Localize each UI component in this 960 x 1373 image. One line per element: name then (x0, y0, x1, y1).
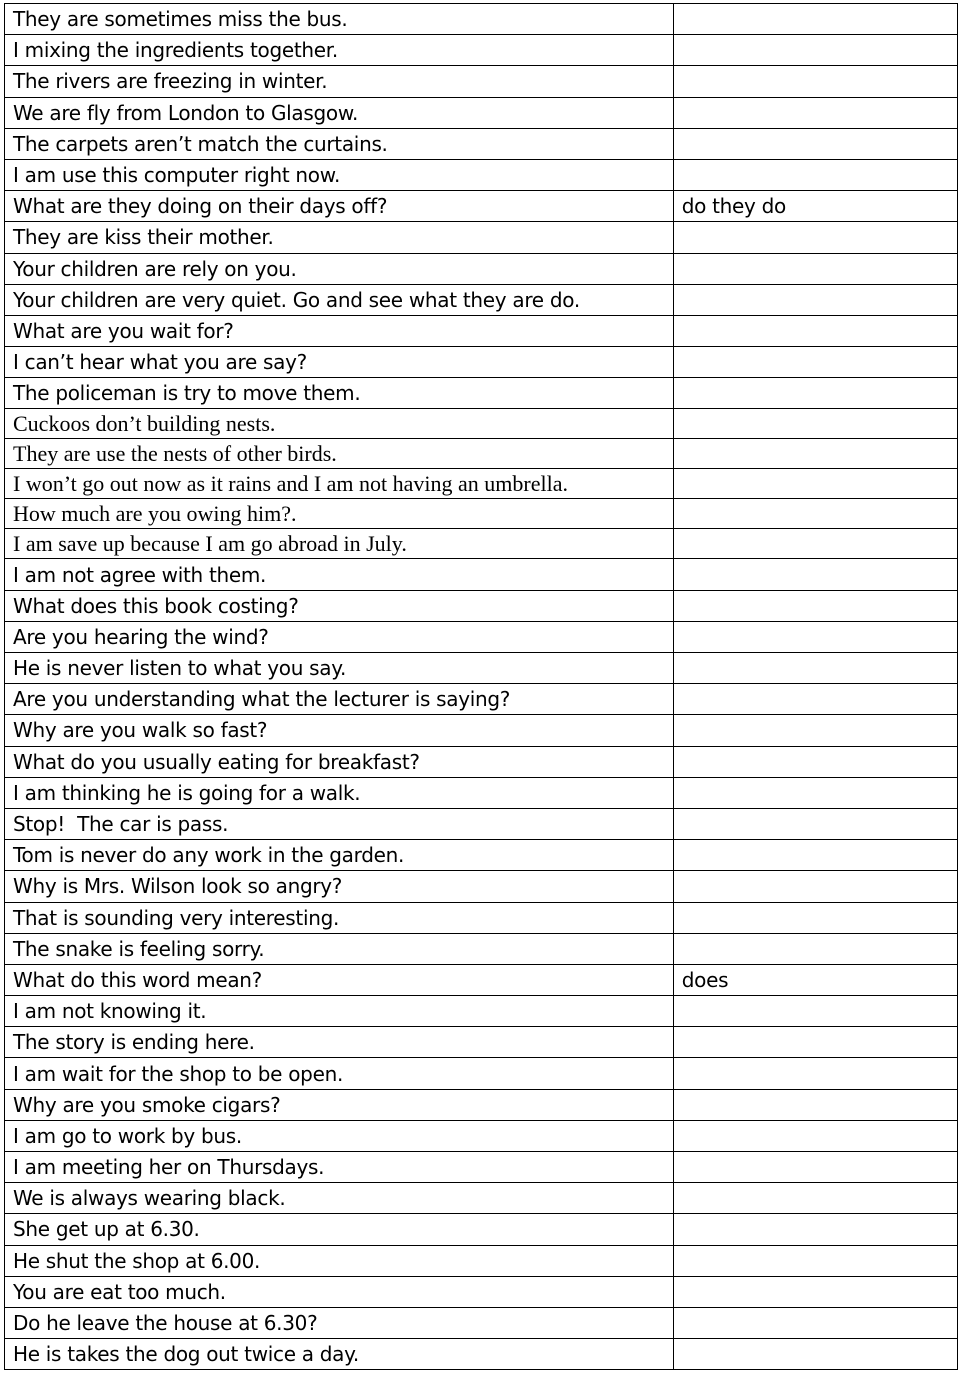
answer-cell[interactable] (673, 590, 957, 621)
table-row (5, 996, 958, 1027)
sentence-cell: Your children are very quiet. Go and see what they are do. (5, 284, 674, 315)
sentence-cell: What do this word mean? (5, 964, 674, 995)
table-row (5, 315, 958, 346)
sentence-cell: Stop! The car is pass. (5, 808, 674, 839)
answer-cell[interactable] (673, 529, 957, 559)
table-row (5, 1276, 958, 1307)
table-row (5, 621, 958, 652)
table-row (5, 1214, 958, 1245)
answer-cell[interactable] (673, 1027, 957, 1058)
table-row (5, 1339, 958, 1370)
table-row (5, 409, 958, 439)
answer-cell[interactable] (673, 1276, 957, 1307)
table-row (5, 808, 958, 839)
sentence-cell: I can’t hear what you are say? (5, 347, 674, 378)
answer-cell[interactable] (673, 808, 957, 839)
sentence-cell: The snake is feeling sorry. (5, 933, 674, 964)
table-row (5, 191, 958, 222)
answer-cell[interactable] (673, 559, 957, 590)
table-row (5, 378, 958, 409)
table-row (5, 1089, 958, 1120)
table-row (5, 128, 958, 159)
answer-cell[interactable] (673, 902, 957, 933)
answer-cell[interactable] (673, 499, 957, 529)
answer-cell[interactable] (673, 996, 957, 1027)
table-row (5, 159, 958, 190)
sentence-cell: Tom is never do any work in the garden. (5, 840, 674, 871)
answer-cell[interactable] (673, 1120, 957, 1151)
table-row (5, 347, 958, 378)
table-row (5, 284, 958, 315)
sentence-cell: Are you understanding what the lecturer is saying? (5, 684, 674, 715)
sentence-cell: How much are you owing him?. (5, 499, 674, 529)
table-row (5, 97, 958, 128)
answer-cell[interactable] (673, 66, 957, 97)
answer-cell[interactable] (673, 715, 957, 746)
table-row (5, 653, 958, 684)
table-row (5, 1307, 958, 1338)
sentence-cell: She get up at 6.30. (5, 1214, 674, 1245)
table-row (5, 222, 958, 253)
sentence-cell: The policeman is try to move them. (5, 378, 674, 409)
answer-cell[interactable] (673, 840, 957, 871)
table-row (5, 746, 958, 777)
answer-cell[interactable] (673, 871, 957, 902)
table-row (5, 1152, 958, 1183)
answer-cell[interactable] (673, 653, 957, 684)
answer-cell[interactable] (673, 1339, 957, 1370)
table-row (5, 1058, 958, 1089)
table-row (5, 715, 958, 746)
sentence-cell: Why is Mrs. Wilson look so angry? (5, 871, 674, 902)
sentence-cell: You are eat too much. (5, 1276, 674, 1307)
table-row (5, 964, 958, 995)
sentence-cell: I am not agree with them. (5, 559, 674, 590)
table-row (5, 35, 958, 66)
answer-cell[interactable] (673, 746, 957, 777)
sentence-cell: They are kiss their mother. (5, 222, 674, 253)
sentence-cell: What does this book costing? (5, 590, 674, 621)
answer-cell[interactable] (673, 1152, 957, 1183)
sentence-cell: Do he leave the house at 6.30? (5, 1307, 674, 1338)
sentence-cell: He is takes the dog out twice a day. (5, 1339, 674, 1370)
sentence-cell: He is never listen to what you say. (5, 653, 674, 684)
table-row (5, 253, 958, 284)
sentence-cell: That is sounding very interesting. (5, 902, 674, 933)
sentence-cell: I mixing the ingredients together. (5, 35, 674, 66)
table-row (5, 529, 958, 559)
answer-cell[interactable] (673, 284, 957, 315)
answer-cell[interactable] (673, 1214, 957, 1245)
table-row (5, 871, 958, 902)
answer-cell[interactable] (673, 933, 957, 964)
sentence-cell: I am go to work by bus. (5, 1120, 674, 1151)
sentence-cell: The rivers are freezing in winter. (5, 66, 674, 97)
sentence-cell: We is always wearing black. (5, 1183, 674, 1214)
table-row (5, 469, 958, 499)
table-row (5, 902, 958, 933)
worksheet-body (5, 4, 958, 1370)
sentence-cell: I am wait for the shop to be open. (5, 1058, 674, 1089)
sentence-cell: I am not knowing it. (5, 996, 674, 1027)
sentence-cell: Your children are rely on you. (5, 253, 674, 284)
answer-cell[interactable] (673, 1245, 957, 1276)
answer-cell[interactable] (673, 4, 957, 35)
answer-cell[interactable] (673, 222, 957, 253)
answer-cell[interactable] (673, 439, 957, 469)
sentence-cell: They are sometimes miss the bus. (5, 4, 674, 35)
answer-cell[interactable] (673, 347, 957, 378)
answer-cell[interactable] (673, 621, 957, 652)
answer-cell[interactable] (673, 469, 957, 499)
sentence-cell: What are they doing on their days off? (5, 191, 674, 222)
table-row (5, 66, 958, 97)
sentence-cell: I am save up because I am go abroad in July. (5, 529, 674, 559)
answer-cell[interactable] (673, 777, 957, 808)
sentence-cell: He shut the shop at 6.00. (5, 1245, 674, 1276)
sentence-cell: What do you usually eating for breakfast? (5, 746, 674, 777)
table-row (5, 840, 958, 871)
sentence-cell: What are you wait for? (5, 315, 674, 346)
answer-cell[interactable] (673, 684, 957, 715)
sentence-cell: I am thinking he is going for a walk. (5, 777, 674, 808)
answer-cell[interactable] (673, 1183, 957, 1214)
table-row (5, 1027, 958, 1058)
sentence-cell: Are you hearing the wind? (5, 621, 674, 652)
answer-cell[interactable] (673, 97, 957, 128)
sentence-cell: The carpets aren’t match the curtains. (5, 128, 674, 159)
sentence-cell: I am use this computer right now. (5, 159, 674, 190)
table-row (5, 439, 958, 469)
sentence-cell: Why are you smoke cigars? (5, 1089, 674, 1120)
table-row (5, 933, 958, 964)
worksheet-table (4, 3, 958, 1370)
answer-cell[interactable] (673, 1307, 957, 1338)
sentence-cell: Why are you walk so fast? (5, 715, 674, 746)
sentence-cell: We are fly from London to Glasgow. (5, 97, 674, 128)
table-row (5, 4, 958, 35)
answer-cell[interactable] (673, 378, 957, 409)
table-row (5, 499, 958, 529)
sentence-cell: Cuckoos don’t building nests. (5, 409, 674, 439)
answer-cell[interactable] (673, 253, 957, 284)
table-row (5, 559, 958, 590)
answer-cell[interactable] (673, 315, 957, 346)
table-row (5, 1183, 958, 1214)
sentence-cell: The story is ending here. (5, 1027, 674, 1058)
answer-cell[interactable] (673, 409, 957, 439)
answer-cell[interactable] (673, 159, 957, 190)
table-row (5, 684, 958, 715)
sentence-cell: They are use the nests of other birds. (5, 439, 674, 469)
answer-cell[interactable] (673, 1058, 957, 1089)
sentence-cell: I am meeting her on Thursdays. (5, 1152, 674, 1183)
answer-cell[interactable] (673, 1089, 957, 1120)
answer-cell[interactable]: does (673, 964, 957, 995)
answer-cell[interactable] (673, 128, 957, 159)
table-row (5, 1245, 958, 1276)
table-row (5, 777, 958, 808)
table-row (5, 590, 958, 621)
table-row (5, 1120, 958, 1151)
answer-cell[interactable] (673, 35, 957, 66)
answer-cell[interactable]: do they do (673, 191, 957, 222)
sentence-cell: I won’t go out now as it rains and I am not having an umbrella. (5, 469, 674, 499)
